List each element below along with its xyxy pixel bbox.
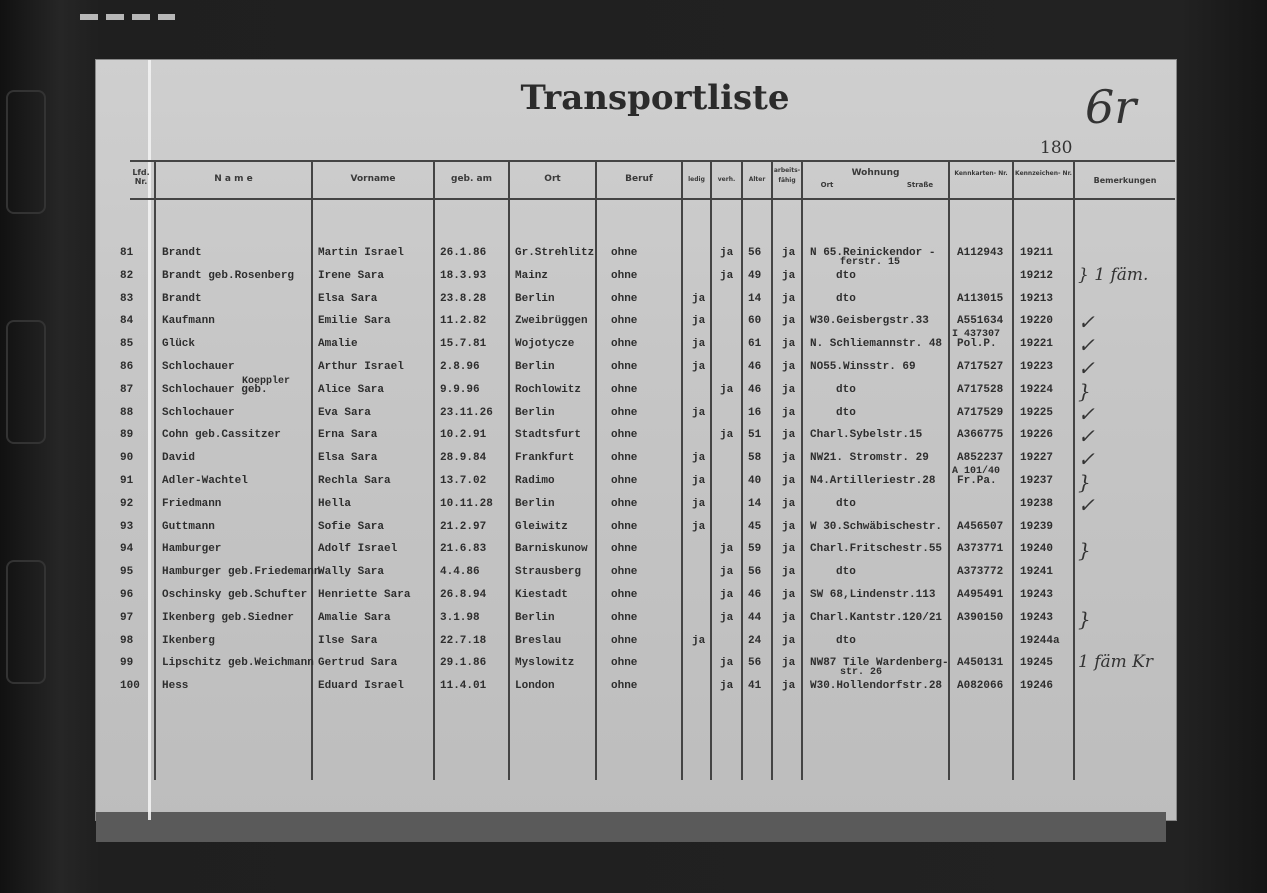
cell-beruf: ohne <box>611 406 638 419</box>
cell-ledig: ja <box>692 452 706 465</box>
cell-beruf: ohne <box>611 338 638 351</box>
row-number: 88 <box>120 406 134 419</box>
cell-name: Brandt <box>162 292 202 305</box>
handwritten-page-mark: 6r <box>1085 80 1137 134</box>
cell-verh: ja <box>720 269 734 282</box>
table-row <box>0 292 1267 314</box>
cell-wohnung: Charl.Fritschestr.55 <box>810 543 943 556</box>
cell-vorname: Hella <box>318 497 352 510</box>
cell-alter: 24 <box>748 634 762 647</box>
cell-geb-am: 2.8.96 <box>440 361 480 373</box>
cell-geb-am: 10.2.91 <box>440 429 487 442</box>
row-number: 95 <box>120 566 134 579</box>
table-row <box>0 269 1267 291</box>
cell-geb-am: 13.7.02 <box>440 475 487 487</box>
cell-ort: Wojotycze <box>515 338 575 351</box>
cell-kennkarten-nr: Pol.P. <box>957 338 997 351</box>
cell-kennkarten-nr: A495491 <box>957 589 1004 601</box>
cell-beruf: ohne <box>611 269 638 282</box>
cell-geb-am: 22.7.18 <box>440 634 487 647</box>
cell-name: Kaufmann <box>162 315 215 328</box>
cell-vorname: Henriette Sara <box>318 589 411 601</box>
table-row <box>0 497 1267 519</box>
cell-geb-am: 26.1.86 <box>440 247 487 259</box>
row-number: 99 <box>120 657 134 670</box>
cell-ledig: ja <box>692 406 706 419</box>
table-row <box>0 428 1267 450</box>
cell-wohnung: W30.Geisbergstr.33 <box>810 315 929 328</box>
cell-vorname: Emilie Sara <box>318 315 391 328</box>
cell-ledig: ja <box>692 497 706 510</box>
cell-kennkarten-nr: A366775 <box>957 429 1004 442</box>
table-row <box>0 375 1267 405</box>
cell-kennzeichen-nr: 19239 <box>1020 520 1054 533</box>
table-row <box>0 542 1267 564</box>
handwritten-remark: ✓ <box>1078 447 1095 472</box>
cell-ort: Breslau <box>515 634 562 647</box>
table-row <box>0 246 1267 268</box>
cell-ort: Berlin <box>515 292 555 305</box>
cell-beruf: ohne <box>611 383 638 396</box>
cell-ledig: ja <box>692 315 706 328</box>
cell-kennzeichen-nr: 19227 <box>1020 452 1054 465</box>
cell-wohnung: W30.Hollendorfstr.28 <box>810 680 943 693</box>
cell-name: Cohn geb.Cassitzer <box>162 429 281 442</box>
cell-kennkarten-nr: A082066 <box>957 680 1004 693</box>
cell-beruf: ohne <box>611 634 638 647</box>
cell-vorname: Eduard Israel <box>318 680 404 693</box>
cell-name: Brandt geb.Rosenberg <box>162 269 295 282</box>
cell-vorname: Martin Israel <box>318 247 404 259</box>
cell-geb-am: 23.8.28 <box>440 292 487 305</box>
cell-kennzeichen-nr: 19225 <box>1020 406 1054 419</box>
cell-vorname: Amalie <box>318 338 358 351</box>
cell-beruf: ohne <box>611 497 638 510</box>
cell-ledig: ja <box>692 338 706 351</box>
cell-alter: 16 <box>748 406 762 419</box>
cell-alter: 56 <box>748 566 762 579</box>
row-number: 86 <box>120 361 134 373</box>
header-ort: Ort <box>544 174 561 184</box>
cell-ort: Rochlowitz <box>515 383 582 396</box>
cell-vorname: Erna Sara <box>318 429 378 442</box>
cell-wohnung: dto <box>836 269 856 282</box>
cell-ort: Barniskunow <box>515 543 588 556</box>
cell-alter: 46 <box>748 589 762 601</box>
cell-beruf: ohne <box>611 452 638 465</box>
cell-verh: ja <box>720 543 734 556</box>
cell-kennzeichen-nr: 19243 <box>1020 611 1054 624</box>
cell-arbeitsfaehig: ja <box>782 611 796 624</box>
cell-geb-am: 21.2.97 <box>440 520 487 533</box>
cell-kennkarten-nr: A373771 <box>957 543 1004 556</box>
cell-alter: 46 <box>748 361 762 373</box>
header-name: N a m e <box>214 174 253 184</box>
cell-ledig: ja <box>692 520 706 533</box>
cell-vorname: Alice Sara <box>318 383 385 396</box>
cell-wohnung: SW 68,Lindenstr.113 <box>810 589 936 601</box>
cell-vorname: Elsa Sara <box>318 452 378 465</box>
cell-kennkarten-nr: A373772 <box>957 566 1004 579</box>
cell-name: Hamburger <box>162 543 222 556</box>
cell-beruf: ohne <box>611 680 638 693</box>
cell-vorname: Wally Sara <box>318 566 385 579</box>
table-row <box>0 406 1267 428</box>
cell-ledig: ja <box>692 475 706 487</box>
cell-wohnung: Charl.Kantstr.120/21 <box>810 611 943 624</box>
header-lfd-nr: Lfd. Nr. <box>132 168 150 186</box>
cell-name: Brandt <box>162 247 202 259</box>
header-wohnung: Wohnung <box>851 168 900 178</box>
cell-name: Hamburger geb.Friedemann <box>162 566 321 579</box>
cell-beruf: ohne <box>611 566 638 579</box>
cell-alter: 44 <box>748 611 762 624</box>
header-alter: Alter <box>748 176 766 183</box>
cell-arbeitsfaehig: ja <box>782 566 796 579</box>
row-number: 83 <box>120 292 134 305</box>
cell-geb-am: 4.4.86 <box>440 566 480 579</box>
cell-kennkarten-nr: A112943 <box>957 247 1004 259</box>
cell-beruf: ohne <box>611 292 638 305</box>
cell-alter: 59 <box>748 543 762 556</box>
cell-arbeitsfaehig: ja <box>782 315 796 328</box>
handwritten-remark: } 1 fäm. <box>1078 264 1149 285</box>
cell-wohnung: dto <box>836 566 856 579</box>
page-number: 180 <box>1040 138 1073 158</box>
cell-alter: 58 <box>748 452 762 465</box>
header-arbeitsfaehig: arbeits- fähig <box>773 167 801 184</box>
cell-alter: 56 <box>748 657 762 670</box>
cell-geb-am: 3.1.98 <box>440 611 480 624</box>
cell-ort: London <box>515 680 555 693</box>
row-number: 100 <box>120 680 140 693</box>
cell-kennkarten-nr: A456507 <box>957 520 1004 533</box>
cell-geb-am: 26.8.94 <box>440 589 487 601</box>
cell-kennkarten-nr-extra: A 101/40 <box>952 466 1001 477</box>
cell-vorname: Eva Sara <box>318 406 371 419</box>
table-row <box>0 588 1267 610</box>
row-number: 82 <box>120 269 134 282</box>
cell-wohnung-continuation: str. 26 <box>840 667 883 679</box>
row-number: 97 <box>120 611 134 624</box>
cell-geb-am: 11.2.82 <box>440 315 487 328</box>
handwritten-remark: } <box>1078 378 1091 403</box>
cell-arbeitsfaehig: ja <box>782 383 796 396</box>
cell-ort: Berlin <box>515 361 555 373</box>
cell-vorname: Amalie Sara <box>318 611 391 624</box>
handwritten-remark: ✓ <box>1078 492 1095 517</box>
cell-wohnung-continuation: ferstr. 15 <box>840 257 901 268</box>
cell-vorname: Gertrud Sara <box>318 657 398 670</box>
cell-kennzeichen-nr: 19244a <box>1020 634 1060 647</box>
cell-wohnung: N. Schliemannstr. 48 <box>810 338 943 351</box>
cell-kennzeichen-nr: 19246 <box>1020 680 1054 693</box>
cell-beruf: ohne <box>611 520 638 533</box>
table-row <box>0 451 1267 473</box>
table-row <box>0 360 1267 382</box>
cell-arbeitsfaehig: ja <box>782 247 796 259</box>
row-number: 84 <box>120 315 134 328</box>
cell-geb-am: 21.6.83 <box>440 543 487 556</box>
cell-alter: 61 <box>748 338 762 351</box>
handwritten-remark: ✓ <box>1078 401 1095 426</box>
cell-wohnung: N4.Artilleriestr.28 <box>810 475 936 487</box>
cell-wohnung: dto <box>836 634 856 647</box>
cell-name: Hess <box>162 680 189 693</box>
table-row <box>0 634 1267 656</box>
header-ledig: ledig <box>688 176 705 183</box>
cell-ort: Kiestadt <box>515 589 568 601</box>
header-vorname: Vorname <box>350 174 396 184</box>
cell-verh: ja <box>720 566 734 579</box>
cell-beruf: ohne <box>611 315 638 328</box>
cell-ort: Strausberg <box>515 566 582 579</box>
handwritten-remark: } <box>1078 538 1091 563</box>
handwritten-remark: ✓ <box>1078 356 1095 380</box>
cell-beruf: ohne <box>611 589 638 601</box>
film-edge-marks <box>80 14 175 20</box>
cell-kennkarten-nr: A390150 <box>957 611 1004 624</box>
cell-arbeitsfaehig: ja <box>782 680 796 693</box>
cell-verh: ja <box>720 383 734 396</box>
cell-ort: Berlin <box>515 611 555 624</box>
cell-kennkarten-nr: A852237 <box>957 452 1004 465</box>
table-row <box>0 314 1267 336</box>
cell-ort: Berlin <box>515 497 555 510</box>
table-row <box>0 679 1267 701</box>
cell-vorname: Arthur Israel <box>318 361 404 373</box>
cell-name: Ikenberg <box>162 634 215 647</box>
cell-arbeitsfaehig: ja <box>782 657 796 670</box>
cell-beruf: ohne <box>611 247 638 259</box>
row-number: 94 <box>120 543 134 556</box>
cell-alter: 49 <box>748 269 762 282</box>
cell-vorname: Adolf Israel <box>318 543 398 556</box>
table-header-rule <box>130 198 1175 200</box>
cell-verh: ja <box>720 429 734 442</box>
cell-kennzeichen-nr: 19243 <box>1020 589 1054 601</box>
cell-alter: 41 <box>748 680 762 693</box>
cell-wohnung: NO55.Winsstr. 69 <box>810 361 916 373</box>
row-number: 98 <box>120 634 134 647</box>
cell-alter: 40 <box>748 475 762 487</box>
cell-alter: 14 <box>748 292 762 305</box>
cell-kennzeichen-nr: 19237 <box>1020 475 1054 487</box>
cell-arbeitsfaehig: ja <box>782 361 796 373</box>
header-wohnung-ort: Ort <box>820 181 834 189</box>
cell-name: Friedmann <box>162 497 222 510</box>
cell-vorname: Rechla Sara <box>318 475 391 487</box>
cell-arbeitsfaehig: ja <box>782 589 796 601</box>
cell-geb-am: 29.1.86 <box>440 657 487 670</box>
cell-geb-am: 28.9.84 <box>440 452 487 465</box>
table-row <box>0 520 1267 542</box>
table-row <box>0 611 1267 633</box>
table-top-rule <box>130 160 1175 162</box>
cell-arbeitsfaehig: ja <box>782 269 796 282</box>
cell-ort: Mainz <box>515 269 549 282</box>
handwritten-remark: ✓ <box>1078 424 1095 449</box>
cell-kennzeichen-nr: 19241 <box>1020 566 1054 579</box>
cell-beruf: ohne <box>611 361 638 373</box>
cell-kennzeichen-nr: 19213 <box>1020 292 1054 305</box>
cell-arbeitsfaehig: ja <box>782 520 796 533</box>
cell-wohnung: NW87 Tile Wardenberg- <box>810 657 949 670</box>
cell-ort: Gr.Strehlitz <box>515 247 595 259</box>
cell-kennkarten-nr: A717528 <box>957 383 1004 396</box>
cell-geb-am: 9.9.96 <box>440 383 480 396</box>
cell-geb-am: 11.4.01 <box>440 680 487 693</box>
cell-vorname: Ilse Sara <box>318 634 378 647</box>
cell-verh: ja <box>720 247 734 259</box>
cell-wohnung: dto <box>836 383 856 396</box>
cell-beruf: ohne <box>611 543 638 556</box>
row-number: 92 <box>120 497 134 510</box>
cell-ort: Berlin <box>515 406 555 419</box>
cell-kennzeichen-nr: 19238 <box>1020 497 1054 510</box>
cell-name: Adler-Wachtel <box>162 475 248 487</box>
cell-verh: ja <box>720 611 734 624</box>
cell-name: Schlochauer <box>162 361 235 373</box>
cell-verh: ja <box>720 589 734 601</box>
cell-alter: 56 <box>748 247 762 259</box>
handwritten-remark: 1 fäm Kr <box>1078 652 1153 673</box>
cell-kennkarten-nr: A717527 <box>957 361 1004 373</box>
cell-vorname: Irene Sara <box>318 269 385 282</box>
handwritten-remark: } <box>1078 606 1091 631</box>
cell-alter: 14 <box>748 497 762 510</box>
cell-name: Oschinsky geb.Schufter <box>162 589 308 601</box>
row-number: 93 <box>120 520 134 533</box>
cell-verh: ja <box>720 680 734 693</box>
table-row <box>0 466 1267 496</box>
cell-arbeitsfaehig: ja <box>782 292 796 305</box>
handwritten-remark: ✓ <box>1078 310 1095 335</box>
cell-alter: 46 <box>748 383 762 396</box>
cell-ort: Myslowitz <box>515 657 575 670</box>
cell-ort: Radimo <box>515 475 555 487</box>
header-kennzeichen-nr: Kennzeichen- Nr. <box>1015 170 1072 177</box>
cell-kennzeichen-nr: 19226 <box>1020 429 1054 442</box>
header-geb-am: geb. am <box>451 174 492 184</box>
cell-wohnung: W 30.Schwäbischestr. <box>810 520 943 533</box>
cell-name: Ikenberg geb.Siedner <box>162 611 295 624</box>
cell-ort: Zweibrüggen <box>515 315 588 328</box>
cell-name: David <box>162 452 196 465</box>
cell-kennzeichen-nr: 19223 <box>1020 361 1054 373</box>
header-kennkarten-nr: Kennkarten- Nr. <box>954 170 1008 177</box>
cell-kennkarten-nr-extra: I 437307 <box>952 329 1001 341</box>
cell-wohnung: dto <box>836 497 856 510</box>
table-row <box>0 329 1267 359</box>
cell-geb-am: 10.11.28 <box>440 497 493 510</box>
cell-name: Glück <box>162 338 196 351</box>
cell-geb-am: 15.7.81 <box>440 338 487 351</box>
cell-wohnung: dto <box>836 406 856 419</box>
handwritten-remark: } <box>1078 470 1091 494</box>
cell-beruf: ohne <box>611 611 638 624</box>
page-shadow <box>96 812 1166 842</box>
cell-kennzeichen-nr: 19245 <box>1020 657 1054 670</box>
cell-arbeitsfaehig: ja <box>782 406 796 419</box>
cell-alter: 45 <box>748 520 762 533</box>
cell-geb-am: 18.3.93 <box>440 269 487 282</box>
cell-kennkarten-nr: A551634 <box>957 315 1004 328</box>
cell-kennzeichen-nr: 19211 <box>1020 247 1054 259</box>
cell-beruf: ohne <box>611 429 638 442</box>
cell-name-continuation: Koeppler <box>242 375 291 387</box>
cell-wohnung: NW21. Stromstr. 29 <box>810 452 929 465</box>
cell-arbeitsfaehig: ja <box>782 452 796 465</box>
row-number: 96 <box>120 589 134 601</box>
cell-ort: Stadtsfurt <box>515 429 582 442</box>
row-number: 81 <box>120 247 134 259</box>
cell-kennkarten-nr: A717529 <box>957 406 1004 419</box>
cell-arbeitsfaehig: ja <box>782 338 796 351</box>
cell-ledig: ja <box>692 292 706 305</box>
cell-kennzeichen-nr: 19224 <box>1020 383 1054 396</box>
row-number: 91 <box>120 475 134 487</box>
cell-alter: 51 <box>748 429 762 442</box>
cell-arbeitsfaehig: ja <box>782 497 796 510</box>
cell-arbeitsfaehig: ja <box>782 543 796 556</box>
cell-arbeitsfaehig: ja <box>782 429 796 442</box>
cell-kennzeichen-nr: 19212 <box>1020 269 1054 282</box>
cell-kennkarten-nr: Fr.Pa. <box>957 475 997 487</box>
table-row <box>0 565 1267 587</box>
cell-wohnung: dto <box>836 292 856 305</box>
cell-ort: Gleiwitz <box>515 520 568 533</box>
cell-alter: 60 <box>748 315 762 328</box>
cell-beruf: ohne <box>611 475 638 487</box>
cell-kennkarten-nr: A113015 <box>957 292 1004 305</box>
cell-name: Schlochauer <box>162 406 235 419</box>
table-row <box>0 656 1267 678</box>
row-number: 89 <box>120 429 134 442</box>
row-number: 90 <box>120 452 134 465</box>
cell-name: Schlochauer geb. <box>162 383 268 396</box>
row-number: 85 <box>120 338 134 351</box>
row-number: 87 <box>120 383 134 396</box>
header-wohnung-strasse: Straße <box>906 181 934 189</box>
cell-kennzeichen-nr: 19240 <box>1020 543 1054 556</box>
document-title: Transportliste <box>520 78 790 118</box>
cell-arbeitsfaehig: ja <box>782 475 796 487</box>
cell-beruf: ohne <box>611 657 638 670</box>
cell-wohnung: N 65.Reinickendor - <box>810 247 936 259</box>
cell-name: Guttmann <box>162 520 215 533</box>
cell-vorname: Elsa Sara <box>318 292 378 305</box>
cell-vorname: Sofie Sara <box>318 520 385 533</box>
cell-geb-am: 23.11.26 <box>440 406 493 419</box>
cell-ledig: ja <box>692 361 706 373</box>
cell-kennzeichen-nr: 19220 <box>1020 315 1054 328</box>
cell-wohnung: Charl.Sybelstr.15 <box>810 429 923 442</box>
cell-ort: Frankfurt <box>515 452 575 465</box>
cell-verh: ja <box>720 657 734 670</box>
cell-kennzeichen-nr: 19221 <box>1020 338 1054 351</box>
cell-arbeitsfaehig: ja <box>782 634 796 647</box>
cell-ledig: ja <box>692 634 706 647</box>
header-beruf: Beruf <box>625 174 653 184</box>
header-bemerkungen: Bemerkungen <box>1093 176 1157 185</box>
cell-kennkarten-nr: A450131 <box>957 657 1004 670</box>
header-verh: verh. <box>717 176 736 183</box>
cell-name: Lipschitz geb.Weichmann <box>162 657 314 670</box>
handwritten-remark: ✓ <box>1078 333 1095 358</box>
